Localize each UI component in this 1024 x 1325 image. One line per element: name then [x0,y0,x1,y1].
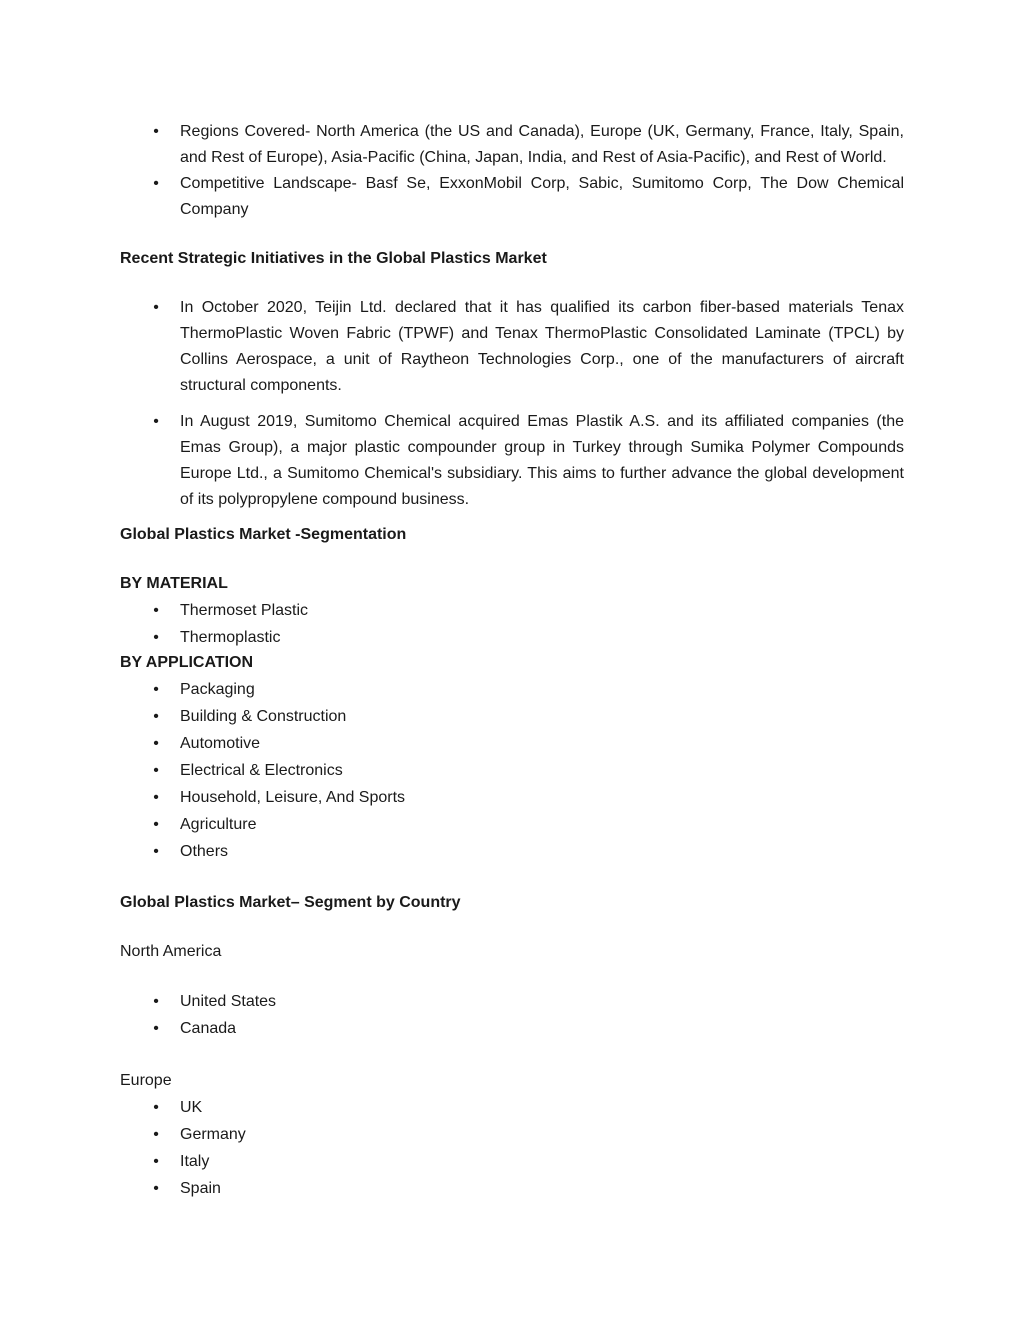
region-label-north-america: North America [120,943,222,960]
list-item [120,409,904,513]
intro-list [120,119,904,223]
section-heading-initiatives: Recent Strategic Initiatives in the Global Plastics Market [120,250,547,267]
europe-list [120,1094,904,1202]
list-item [120,295,904,399]
list-item [120,1121,904,1148]
list-item-text: UK [180,1099,203,1116]
bullet-icon: • [153,602,159,619]
list-item-text: Competitive Landscape- Basf Se, ExxonMobil Corp, Sabic, Sumitomo Corp, The Dow Chemical Company [180,175,904,218]
bullet-icon: • [153,993,159,1010]
list-item-text: Canada [180,1020,237,1037]
list-item-text: Agriculture [180,816,257,833]
initiatives-list [120,295,904,513]
list-item [120,784,904,811]
list-item-text: Household, Leisure, And Sports [180,789,406,806]
list-item [120,119,904,171]
bullet-icon: • [153,1020,159,1037]
list-item [120,988,904,1015]
north-america-block [120,988,904,1042]
list-item [120,1148,904,1175]
list-item-text: Building & Construction [180,708,347,725]
europe-block [120,1068,904,1202]
bullet-icon: • [153,629,159,646]
subheading-by-application: BY APPLICATION [120,654,254,671]
list-item-text: Italy [180,1153,210,1170]
list-item [120,624,904,651]
list-item [120,597,904,624]
list-item-text: In August 2019, Sumitomo Chemical acquired Emas Plastik A.S. and its affiliated companies (the Emas Group), a major plastic compounder group in Turkey through Sumika Polymer Compounds Europe Ltd., a Sumitomo Chemical's subsidiary. This aims to further advance the global development of its polypropylene compound business. [180,413,904,508]
bullet-icon: • [153,735,159,752]
list-item-text: Regions Covered- North America (the US and Canada), Europe (UK, Germany, France, Italy, Spain, and Rest of Europe), Asia-Pacific (China, Japan, India, and Rest of Asia-Pacific), and Rest of World. [180,123,904,166]
list-item-text: Germany [180,1126,246,1143]
list-item-text: United States [180,993,277,1010]
list-item [120,757,904,784]
list-item-text: Others [180,843,229,860]
list-item [120,730,904,757]
list-item-text: Spain [180,1180,221,1197]
bullet-icon: • [153,789,159,806]
bullet-icon: • [153,1126,159,1143]
bullet-icon: • [153,816,159,833]
list-item-text: In October 2020, Teijin Ltd. declared that it has qualified its carbon fiber-based materials Tenax ThermoPlastic Woven Fabric (TPWF) and Tenax ThermoPlastic Consolidated Laminate (TPCL) by Collins Aerospace, a unit of Raytheon Technologies Corp., one of the manufacturers of aircraft structural components. [180,299,904,394]
list-item-text: Packaging [180,681,255,698]
bullet-icon: • [153,1180,159,1197]
bullet-icon: • [153,681,159,698]
bullet-icon: • [153,175,159,192]
bullet-icon: • [153,762,159,779]
bullet-icon: • [153,1153,159,1170]
list-item [120,1015,904,1042]
material-list [120,597,904,651]
list-item [120,1175,904,1202]
section-heading-segmentation: Global Plastics Market -Segmentation [120,526,407,543]
subheading-by-material: BY MATERIAL [120,575,228,592]
list-item [120,838,904,865]
by-material-block [120,571,904,651]
initiatives-block [120,295,904,513]
north-america-list [120,988,904,1042]
section-heading-by-country: Global Plastics Market– Segment by Country [120,894,461,911]
list-item [120,171,904,223]
list-item [120,703,904,730]
by-application-block [120,650,904,865]
list-item-text: Thermoplastic [180,629,281,646]
application-list [120,676,904,865]
bullet-icon: • [153,299,159,316]
bullet-icon: • [153,1099,159,1116]
intro-list-block [120,119,904,223]
bullet-icon: • [153,123,159,140]
list-item [120,811,904,838]
list-item-text: Automotive [180,735,261,752]
list-item [120,676,904,703]
bullet-icon: • [153,708,159,725]
bullet-icon: • [153,413,159,430]
list-item [120,1094,904,1121]
region-label-europe: Europe [120,1072,172,1089]
bullet-icon: • [153,843,159,860]
list-item-text: Thermoset Plastic [180,602,309,619]
list-item-text: Electrical & Electronics [180,762,343,779]
